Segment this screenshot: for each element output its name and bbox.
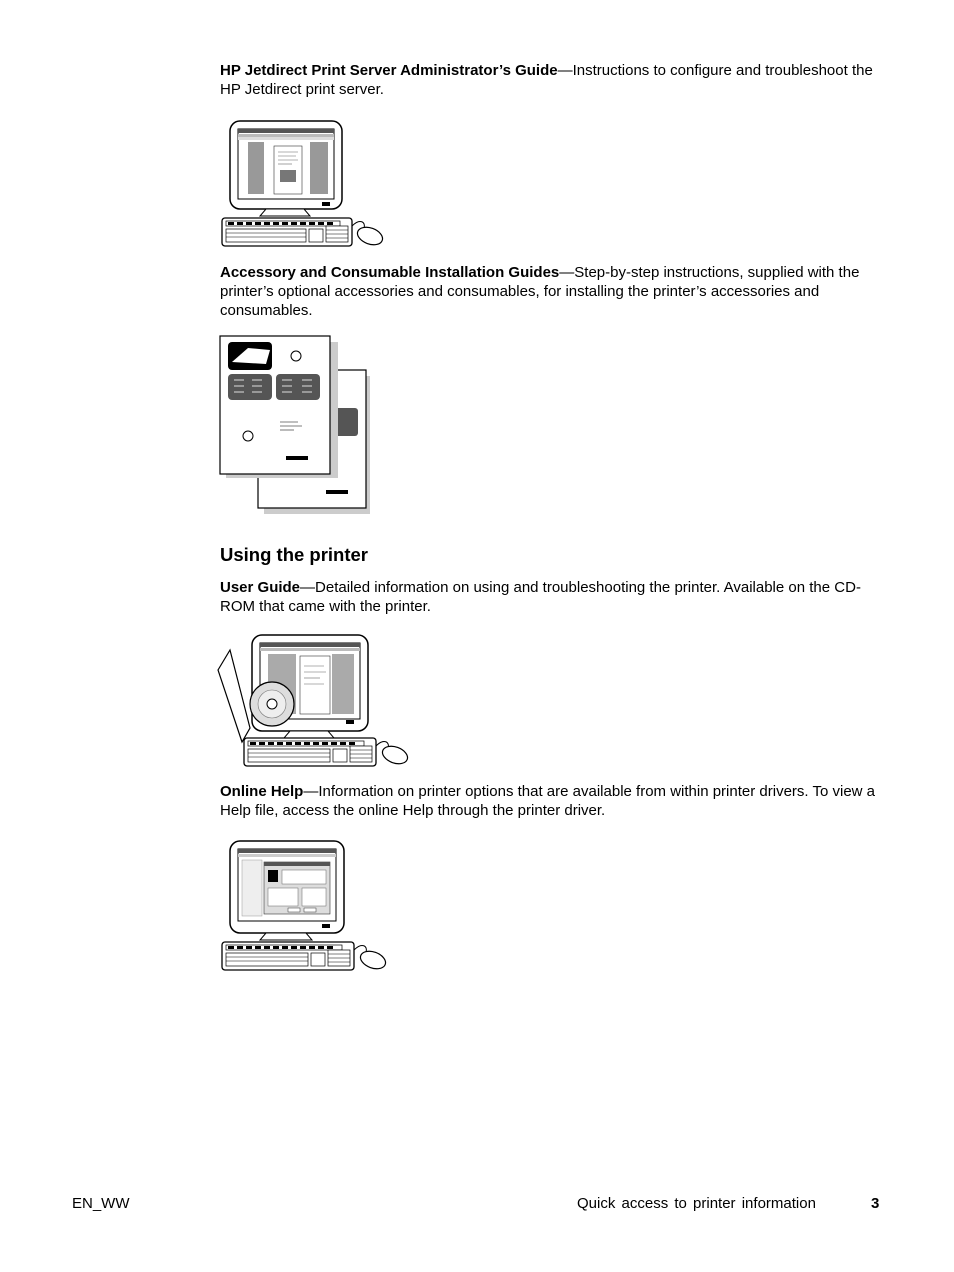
jetdirect-guide-term: HP Jetdirect Print Server Administrator’s Guide: [220, 62, 558, 79]
user-guide-paragraph: [220, 578, 884, 616]
installation-guides-term: Accessory and Consumable Installation Guides: [220, 264, 560, 281]
page-number: 3: [871, 1195, 880, 1212]
jetdirect-guide-paragraph: [220, 61, 884, 99]
installation-guides-description: —Step-by-step instructions, supplied with the printer’s optional accessories and consumables, for installing the printer’s accessories and consumables.: [220, 264, 860, 319]
jetdirect-guide-description: —Instructions to configure and troubleshoot the HP Jetdirect print server.: [220, 62, 873, 98]
computer-dialog-illustration: [218, 838, 388, 974]
online-help-paragraph: [220, 782, 884, 820]
user-guide-term: User Guide: [220, 579, 301, 596]
manuals-illustration: [218, 334, 372, 516]
installation-guides-paragraph: [220, 263, 884, 320]
online-help-term: Online Help: [220, 783, 304, 800]
computer-cd-illustration: [214, 632, 412, 770]
footer-chapter-title: Quick access to printer information: [577, 1195, 816, 1212]
section-heading: Using the printer: [220, 544, 369, 565]
computer-illustration: [218, 118, 388, 250]
footer-left-label: EN_WW: [72, 1195, 130, 1212]
online-help-description: —Information on printer options that are available from within printer drivers. To view a Help file, access the online Help through the printer driver.: [220, 783, 875, 819]
user-guide-description: —Detailed information on using and troubleshooting the printer. Available on the CD-ROM that came with the printer.: [220, 579, 861, 615]
